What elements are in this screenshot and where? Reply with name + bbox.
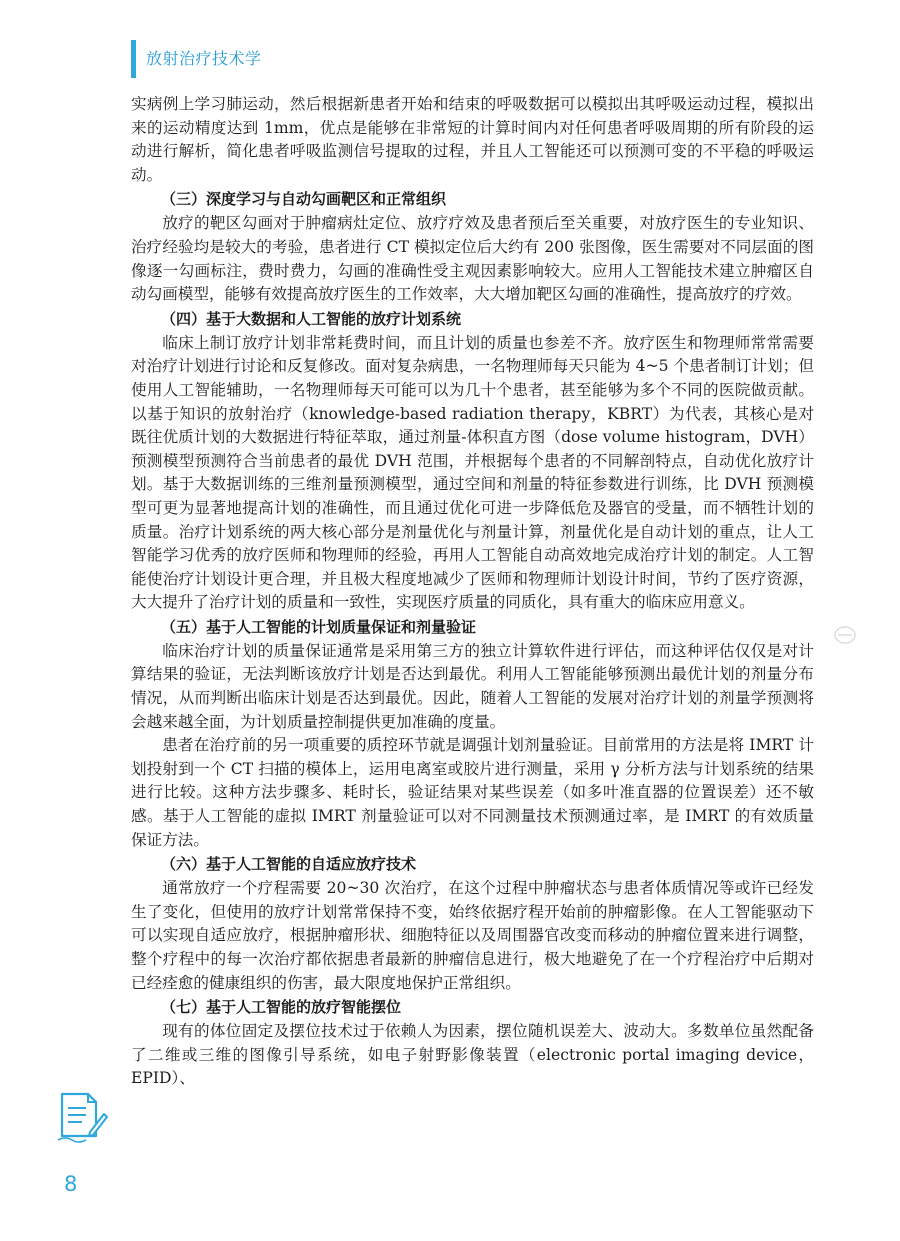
paragraph: 临床治疗计划的质量保证通常是采用第三方的独立计算软件进行评估，而这种评估仅仅是对计算结果的验证，无法判断该放疗计划是否达到最优。利用人工智能能够预测出最优计划的剂量分布情况，从而判断出临床计划是否达到最优。因此，随着人工智能的发展对治疗计划的剂量学预测将会越来越全面，为计划质量控制提供更加准确的度量。	[131, 641, 814, 731]
section-heading-7: （七）基于人工智能的放疗智能摆位	[161, 998, 402, 1017]
section-heading-3: （三）深度学习与自动勾画靶区和正常组织	[161, 190, 447, 209]
section-heading-4: （四）基于大数据和人工智能的放疗计划系统	[161, 309, 462, 328]
section-heading-5: （五）基于人工智能的计划质量保证和剂量验证	[161, 617, 477, 636]
header-accent-bar	[131, 40, 136, 78]
section-heading-6: （六）基于人工智能的自适应放疗技术	[161, 855, 417, 874]
paragraph: 患者在治疗前的另一项重要的质控环节就是调强计划剂量验证。目前常用的方法是将 IMRT 计划投射到一个 CT 扫描的模体上，运用电离室或胶片进行测量，采用 γ 分析方法与计划系统的结果进行比较。这种方法步骤多、耗时长，验证结果对某些误差（如多叶准直器的位置误差）还不敏感。基于人工智能的虚拟 IMRT 剂量验证可以对不同测量技术预测通过率，是 IMRT 的有效质量保证方法。	[131, 736, 814, 849]
page-body	[131, 93, 814, 1091]
page-number: 8	[64, 1172, 78, 1196]
paragraph: 临床上制订放疗计划非常耗费时间，而且计划的质量也参差不齐。放疗医生和物理师常常需要对治疗计划进行讨论和反复修改。面对复杂病患，一名物理师每天只能为 4~5 个患者制订计划；但使用人工智能辅助，一名物理师每天可能可以为几十个患者，甚至能够为多个不同的医院做贡献。以基于知识的放射治疗（knowledge-based radiation therapy，KBRT）为代表，其核心是对既往优质计划的大数据进行特征萃取，通过剂量-体积直方图（dose volume histogram，DVH）预测模型预测符合当前患者的最优 DVH 范围，并根据每个患者的不同解剖特点，自动优化放疗计划。基于大数据训练的三维剂量预测模型，通过空间和剂量的特征参数进行训练，比 DVH 预测模型可更为显著地提高计划的准确性，而且通过优化可进一步降低危及器官的受量，而不牺牲计划的质量。治疗计划系统的两大核心部分是剂量优化与剂量计算，剂量优化是自动计划的重点，让人工智能学习优秀的放疗医师和物理师的经验，再用人工智能自动高效地完成治疗计划的制定。人工智能使治疗计划设计更合理，并且极大程度地减少了医师和物理师计划设计时间，节约了医疗资源，大大提升了治疗计划的质量和一致性，实现医疗质量的同质化，具有重大的临床应用意义。	[131, 333, 814, 612]
paragraph: 放疗的靶区勾画对于肿瘤病灶定位、放疗疗效及患者预后至关重要，对放疗医生的专业知识、治疗经验均是较大的考验，患者进行 CT 模拟定位后大约有 200 张图像，医生需要对不同层面的图像逐一勾画标注，费时费力，勾画的准确性受主观因素影响较大。应用人工智能技术建立肿瘤区自动勾画模型，能够有效提高放疗医生的工作效率，大大增加靶区勾画的准确性，提高放疗的疗效。	[131, 214, 814, 304]
document-pencil-icon	[56, 1086, 108, 1144]
running-header-title: 放射治疗技术学	[146, 49, 262, 68]
margin-mark-icon	[834, 624, 856, 646]
paragraph-continuation: 实病例上学习肺运动，然后根据新患者开始和结束的呼吸数据可以模拟出其呼吸运动过程，模拟出来的运动精度达到 1mm，优点是能够在非常短的计算时间内对任何患者呼吸周期的所有阶段的运动进行解析，简化患者呼吸监测信号提取的过程，并且人工智能还可以预测可变的不平稳的呼吸运动。	[131, 95, 814, 184]
paragraph: 通常放疗一个疗程需要 20~30 次治疗，在这个过程中肿瘤状态与患者体质情况等或许已经发生了变化，但使用的放疗计划常常保持不变，始终依据疗程开始前的肿瘤影像。在人工智能驱动下可以实现自适应放疗，根据肿瘤形状、细胞特征以及周围器官改变而移动的肿瘤位置来进行调整，整个疗程中的每一次治疗都依据患者最新的肿瘤信息进行，极大地避免了在一个疗程治疗中后期对已经痊愈的健康组织的伤害，最大限度地保护正常组织。	[131, 879, 814, 992]
paragraph: 现有的体位固定及摆位技术过于依赖人为因素，摆位随机误差大、波动大。多数单位虽然配备了二维或三维的图像引导系统，如电子射野影像装置（electronic portal imaging device，EPID）、	[131, 1022, 814, 1088]
